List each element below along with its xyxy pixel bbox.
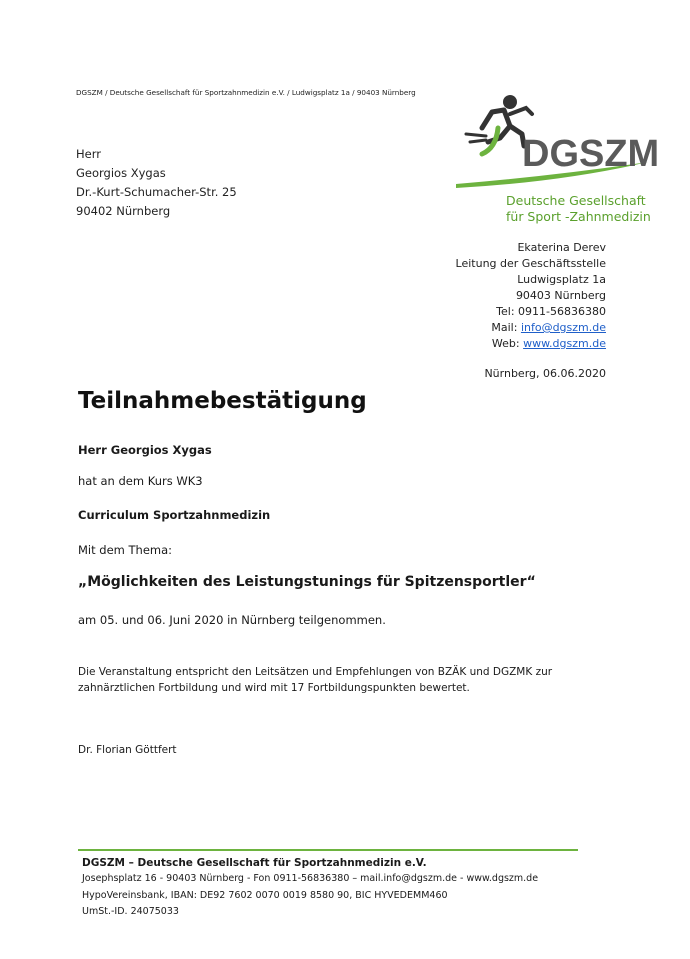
contact-web-label: Web: (491, 337, 524, 350)
logo-subtitle-line-1: Deutsche Gesellschaft (506, 193, 646, 208)
letter-date: Nürnberg, 06.06.2020 (484, 367, 606, 380)
contact-street: Ludwigsplatz 1a (517, 273, 606, 286)
course-line: hat an dem Kurs WK3 (78, 474, 203, 488)
participant-name: Herr Georgios Xygas (78, 443, 212, 457)
footer-divider (78, 849, 578, 851)
recipient-city: 90402 Nürnberg (76, 204, 171, 218)
footer-details (82, 871, 538, 921)
sender-line: DGSZM / Deutsche Gesellschaft für Sportzahnmedizin e.V. / Ludwigsplatz 1a / 90403 Nürnberg (76, 88, 416, 97)
contact-name: Ekaterina Derev (517, 241, 606, 254)
document-title: Teilnahmebestätigung (78, 388, 367, 414)
recipient-street: Dr.-Kurt-Schumacher-Str. 25 (76, 185, 237, 199)
logo-subtitle-line-2: für Sport -Zahnmedizin (506, 209, 651, 224)
contact-mail-link[interactable]: info@dgszm.de (520, 321, 606, 334)
contact-tel: Tel: 0911-56836380 (496, 305, 606, 318)
recipient-name: Georgios Xygas (76, 166, 166, 180)
contact-web-link[interactable]: www.dgszm.de (523, 337, 606, 350)
course-dates: am 05. und 06. Juni 2020 in Nürnberg teilgenommen. (78, 613, 386, 627)
contact-role: Leitung der Geschäftsstelle (455, 257, 606, 270)
footer-bank-line: HypoVereinsbank, IBAN: DE92 7602 0070 0019 8580 90, BIC HYVEDEMM460 (82, 889, 448, 901)
footer-tax-line: UmSt.-ID. 24075033 (82, 906, 179, 917)
footer-address-line: Josephsplatz 16 - 90403 Nürnberg - Fon 0911-56836380 – mail.info@dgszm.de - www.dgszm.de (82, 873, 539, 884)
accreditation-note: Die Veranstaltung entspricht den Leitsätzen und Empfehlungen von BZÄK und DGZMK zur zahnärztlichen Fortbildung und wird mit 17 Fortbildungspunkten bewertet. (78, 666, 553, 694)
contact-mail-label: Mail: (491, 321, 521, 334)
contact-web-row (456, 336, 606, 352)
theme-label: Mit dem Thema: (78, 543, 173, 557)
course-topic: „Möglichkeiten des Leistungstunings für Spitzensportler“ (78, 574, 536, 590)
contact-mail-row (456, 320, 606, 336)
curriculum-name: Curriculum Sportzahnmedizin (78, 508, 271, 522)
contact-block (456, 240, 606, 352)
footer-org: DGSZM – Deutsche Gesellschaft für Sportzahnmedizin e.V. (82, 857, 427, 869)
logo-acronym (522, 133, 659, 175)
logo-acronym-text: DGSZM (522, 133, 660, 175)
logo-subtitle (506, 193, 651, 225)
recipient-salutation: Herr (76, 147, 101, 161)
recipient-address (76, 145, 237, 221)
contact-city: 90403 Nürnberg (515, 289, 606, 302)
signer-name: Dr. Florian Göttfert (78, 744, 177, 756)
